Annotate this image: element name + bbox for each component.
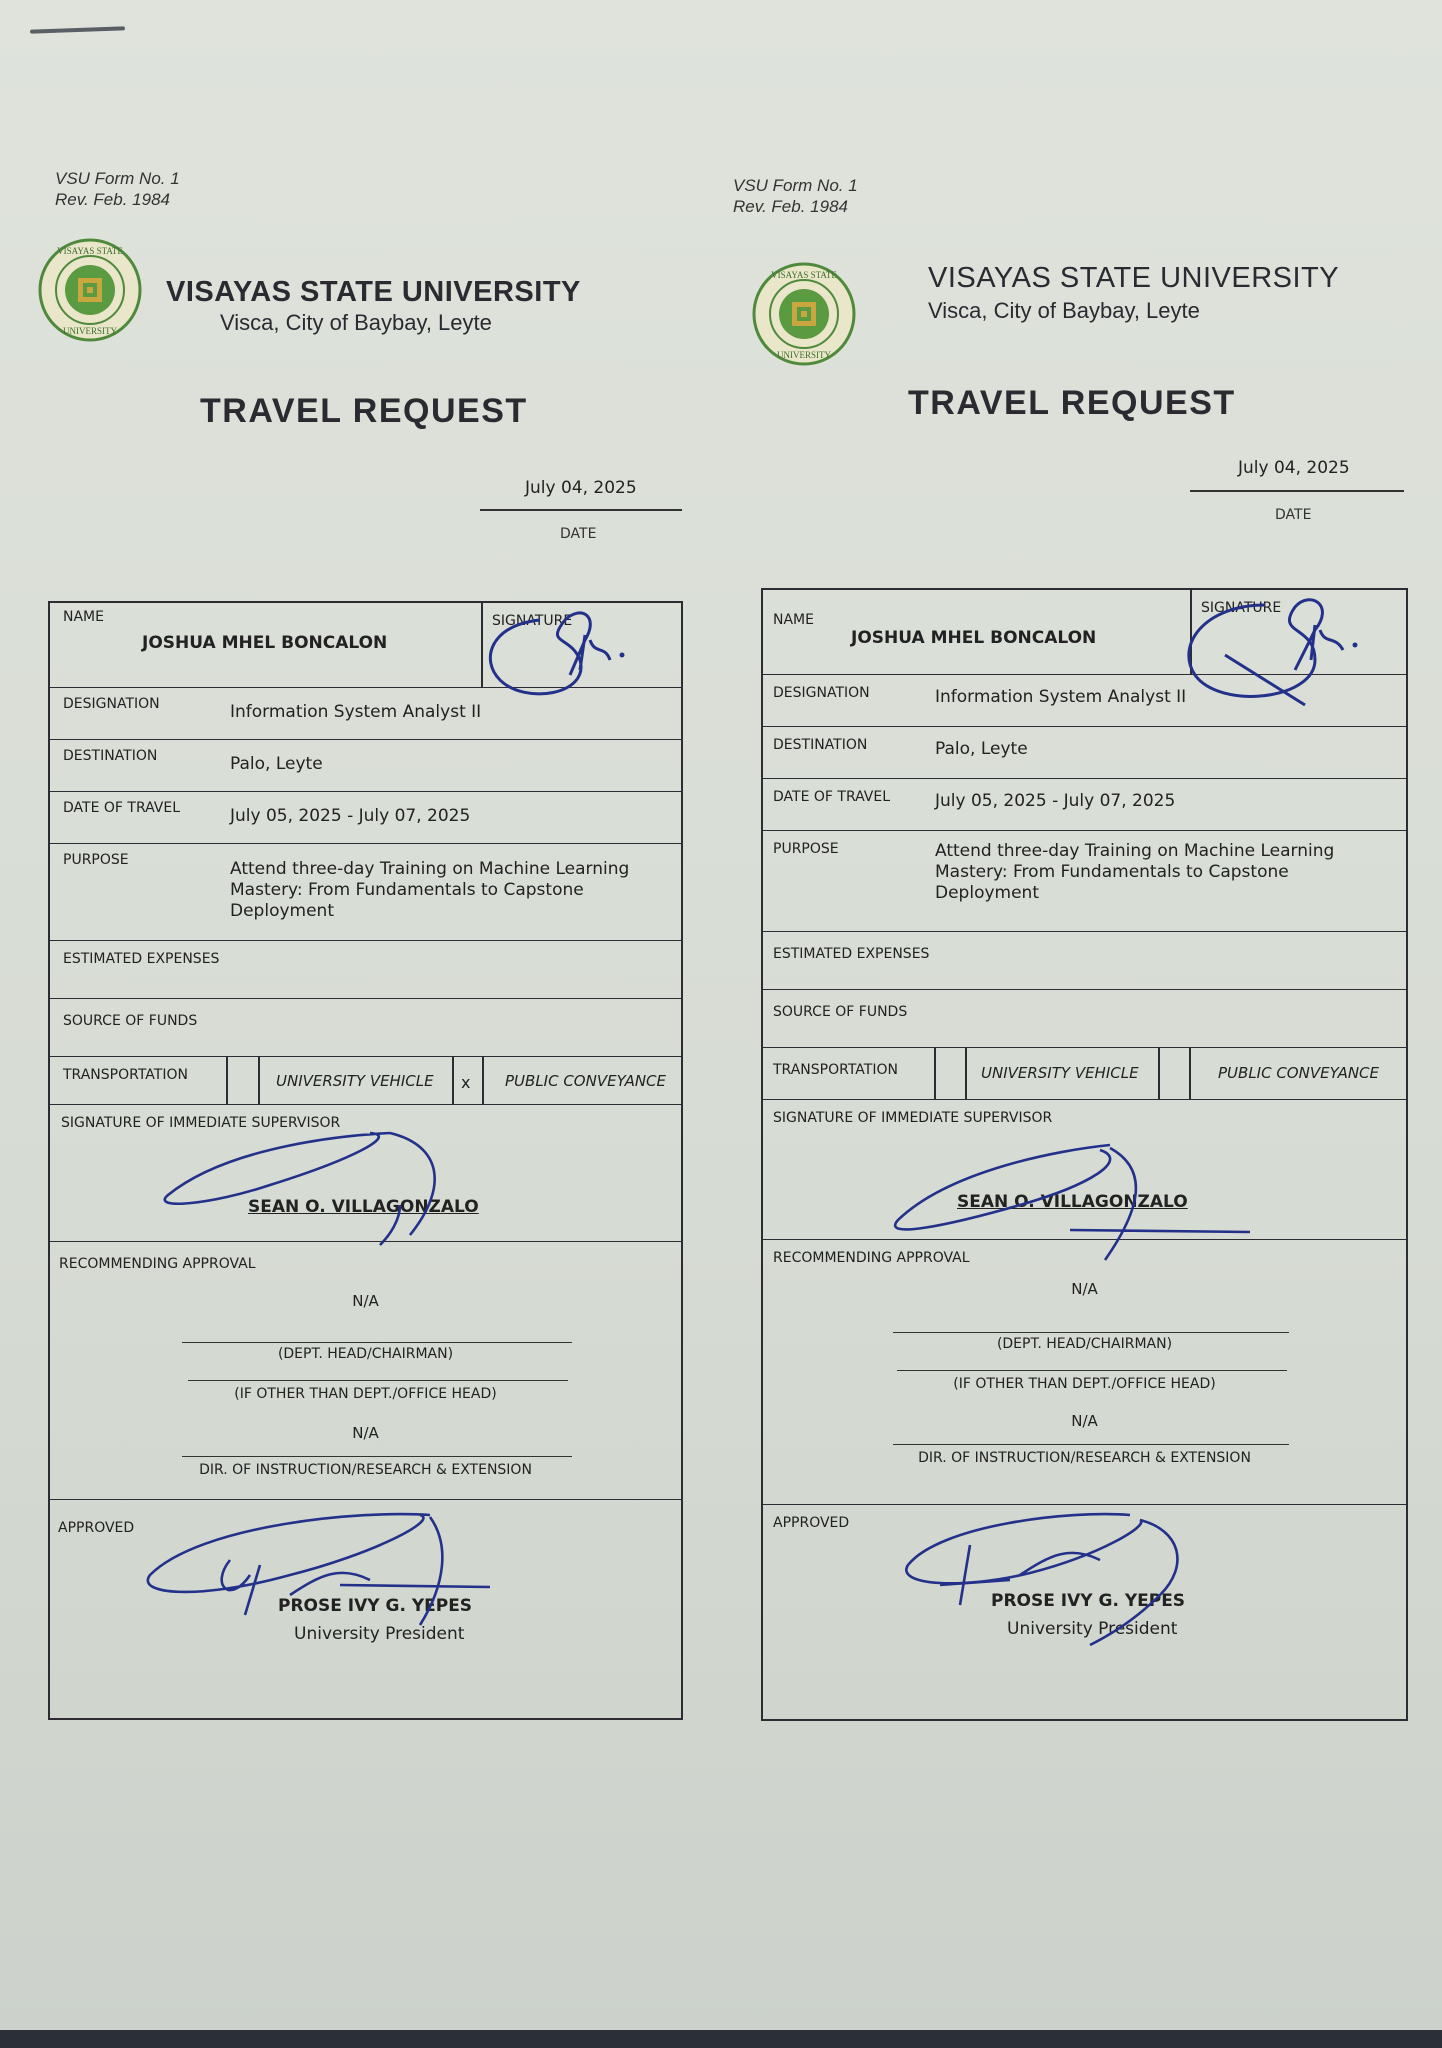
- university-vehicle-option: UNIVERSITY VEHICLE: [981, 1064, 1139, 1082]
- university-address: Visca, City of Baybay, Leyte: [928, 298, 1200, 323]
- director-value: N/A: [352, 1424, 379, 1442]
- other-head-caption: (IF OTHER THAN DEPT./OFFICE HEAD): [953, 1376, 1216, 1392]
- destination-value: Palo, Leyte: [230, 754, 323, 774]
- estimated-expenses-row: [763, 932, 1406, 990]
- dept-head-caption: (DEPT. HEAD/CHAIRMAN): [277, 1346, 454, 1362]
- signature-line: [893, 1444, 1289, 1445]
- form-revision-text: Rev. Feb. 1984: [733, 197, 848, 216]
- purpose-line: Attend three-day Training on Machine Learning: [935, 841, 1335, 861]
- purpose-value: [935, 841, 1334, 904]
- divider: [481, 603, 483, 688]
- approved-label: APPROVED: [773, 1515, 850, 1531]
- signature-line: [897, 1370, 1287, 1371]
- recommending-approval-label: RECOMMENDING APPROVAL: [59, 1256, 256, 1272]
- designation-value: Information System Analyst II: [935, 687, 1187, 707]
- name-row: [763, 590, 1406, 675]
- estimated-expenses-label: ESTIMATED EXPENSES: [63, 951, 220, 967]
- purpose-line: Mastery: From Fundamentals to Capstone: [230, 880, 584, 900]
- supervisor-name: SEAN O. VILLAGONZALO: [248, 1197, 479, 1217]
- dept-head-caption: (DEPT. HEAD/CHAIRMAN): [996, 1336, 1173, 1352]
- purpose-label: PURPOSE: [773, 841, 839, 857]
- public-conveyance-checkbox: x: [461, 1073, 471, 1092]
- destination-label: DESTINATION: [63, 748, 158, 764]
- name-label: NAME: [773, 612, 814, 628]
- date-of-travel-row: [763, 779, 1406, 831]
- university-seal-icon: [752, 262, 856, 366]
- request-date: July 04, 2025: [525, 478, 637, 498]
- purpose-value: [230, 859, 629, 922]
- divider: [1189, 1048, 1191, 1100]
- public-conveyance-option: PUBLIC CONVEYANCE: [1218, 1064, 1380, 1082]
- university-name: VISAYAS STATE UNIVERSITY: [166, 276, 581, 308]
- signature-line: [182, 1456, 572, 1457]
- date-of-travel-label: DATE OF TRAVEL: [773, 789, 891, 805]
- form-title: TRAVEL REQUEST: [908, 384, 1236, 422]
- transportation-row: [50, 1057, 681, 1105]
- purpose-line: Mastery: From Fundamentals to Capstone: [935, 862, 1289, 882]
- designation-label: DESIGNATION: [63, 696, 160, 712]
- university-vehicle-option: UNIVERSITY VEHICLE: [276, 1072, 434, 1090]
- name-row: [50, 603, 681, 688]
- form-number-text: VSU Form No. 1: [733, 176, 858, 195]
- divider: [258, 1057, 260, 1105]
- destination-value: Palo, Leyte: [935, 739, 1028, 759]
- signature-line: [893, 1332, 1289, 1333]
- travel-request-form-left: [0, 0, 700, 1720]
- divider: [934, 1048, 936, 1100]
- approved-label: APPROVED: [58, 1520, 135, 1536]
- name-value: JOSHUA MHEL BONCALON: [142, 633, 388, 653]
- designation-row: [50, 688, 681, 740]
- supervisor-row: [50, 1105, 681, 1242]
- university-seal-icon: [38, 238, 142, 342]
- date-of-travel-row: [50, 792, 681, 844]
- signature-line: [182, 1342, 572, 1343]
- form-revision-text: Rev. Feb. 1984: [55, 190, 170, 209]
- supervisor-label: SIGNATURE OF IMMEDIATE SUPERVISOR: [61, 1115, 341, 1131]
- purpose-line: Deployment: [935, 883, 1039, 903]
- date-of-travel-label: DATE OF TRAVEL: [63, 800, 181, 816]
- director-caption: DIR. OF INSTRUCTION/RESEARCH & EXTENSION: [199, 1462, 532, 1478]
- date-label: DATE: [560, 526, 597, 542]
- approved-row: [50, 1500, 681, 1718]
- supervisor-label: SIGNATURE OF IMMEDIATE SUPERVISOR: [773, 1110, 1053, 1126]
- divider: [482, 1057, 484, 1105]
- date-underline: [480, 509, 682, 511]
- supervisor-name: SEAN O. VILLAGONZALO: [957, 1192, 1188, 1212]
- university-name: VISAYAS STATE UNIVERSITY: [928, 262, 1340, 294]
- estimated-expenses-label: ESTIMATED EXPENSES: [773, 946, 930, 962]
- approver-name: PROSE IVY G. YEPES: [278, 1596, 473, 1616]
- transportation-row: [763, 1048, 1406, 1100]
- purpose-row: [50, 844, 681, 941]
- director-caption: DIR. OF INSTRUCTION/RESEARCH & EXTENSION: [918, 1450, 1251, 1466]
- date-label: DATE: [1275, 507, 1312, 523]
- recommending-approval-row: [50, 1242, 681, 1500]
- source-of-funds-row: [763, 990, 1406, 1048]
- signature-label: SIGNATURE: [492, 613, 573, 629]
- purpose-line: Deployment: [230, 901, 334, 921]
- public-conveyance-option: PUBLIC CONVEYANCE: [505, 1072, 667, 1090]
- form-table: [761, 588, 1408, 1721]
- svg-text:VISAYAS STATE: VISAYAS STATE: [771, 270, 837, 280]
- purpose-line: Attend three-day Training on Machine Learning: [230, 859, 630, 879]
- purpose-label: PURPOSE: [63, 852, 129, 868]
- signature-label: SIGNATURE: [1201, 600, 1282, 616]
- approver-title: University President: [1007, 1619, 1178, 1639]
- dept-head-value: N/A: [1071, 1280, 1098, 1298]
- recommending-approval-label: RECOMMENDING APPROVAL: [773, 1250, 970, 1266]
- form-table: [48, 601, 683, 1720]
- university-address: Visca, City of Baybay, Leyte: [220, 310, 492, 335]
- divider: [965, 1048, 967, 1100]
- svg-text:UNIVERSITY: UNIVERSITY: [63, 326, 117, 336]
- form-number-text: VSU Form No. 1: [55, 169, 180, 188]
- request-date: July 04, 2025: [1238, 458, 1350, 478]
- source-of-funds-label: SOURCE OF FUNDS: [773, 1004, 908, 1020]
- other-head-caption: (IF OTHER THAN DEPT./OFFICE HEAD): [234, 1386, 497, 1402]
- signature-line: [188, 1380, 568, 1381]
- source-of-funds-row: [50, 999, 681, 1057]
- supervisor-row: [763, 1100, 1406, 1240]
- purpose-row: [763, 831, 1406, 932]
- estimated-expenses-row: [50, 941, 681, 999]
- destination-row: [763, 727, 1406, 779]
- designation-value: Information System Analyst II: [230, 702, 482, 722]
- designation-row: [763, 675, 1406, 727]
- divider: [1190, 590, 1192, 675]
- svg-text:UNIVERSITY: UNIVERSITY: [777, 350, 831, 360]
- divider: [452, 1057, 454, 1105]
- dept-head-value: N/A: [352, 1292, 379, 1310]
- divider: [1158, 1048, 1160, 1100]
- svg-text:VISAYAS STATE: VISAYAS STATE: [57, 246, 123, 256]
- name-value: JOSHUA MHEL BONCALON: [851, 628, 1097, 648]
- approver-name: PROSE IVY G. YEPES: [991, 1591, 1186, 1611]
- director-value: N/A: [1071, 1412, 1098, 1430]
- form-number: [733, 175, 858, 217]
- date-underline: [1190, 490, 1404, 492]
- destination-label: DESTINATION: [773, 737, 868, 753]
- source-of-funds-label: SOURCE OF FUNDS: [63, 1013, 198, 1029]
- date-of-travel-value: July 05, 2025 - July 07, 2025: [230, 806, 471, 826]
- form-title: TRAVEL REQUEST: [200, 392, 528, 430]
- table-edge: [0, 2030, 1442, 2048]
- approved-row: [763, 1505, 1406, 1719]
- designation-label: DESIGNATION: [773, 685, 870, 701]
- name-label: NAME: [63, 609, 104, 625]
- approver-title: University President: [294, 1624, 465, 1644]
- recommending-approval-row: [763, 1240, 1406, 1505]
- divider: [226, 1057, 228, 1105]
- destination-row: [50, 740, 681, 792]
- transportation-label: TRANSPORTATION: [773, 1062, 898, 1078]
- travel-request-form-right: [720, 0, 1420, 1720]
- form-number: [55, 168, 180, 210]
- date-of-travel-value: July 05, 2025 - July 07, 2025: [935, 791, 1176, 811]
- transportation-label: TRANSPORTATION: [63, 1067, 188, 1083]
